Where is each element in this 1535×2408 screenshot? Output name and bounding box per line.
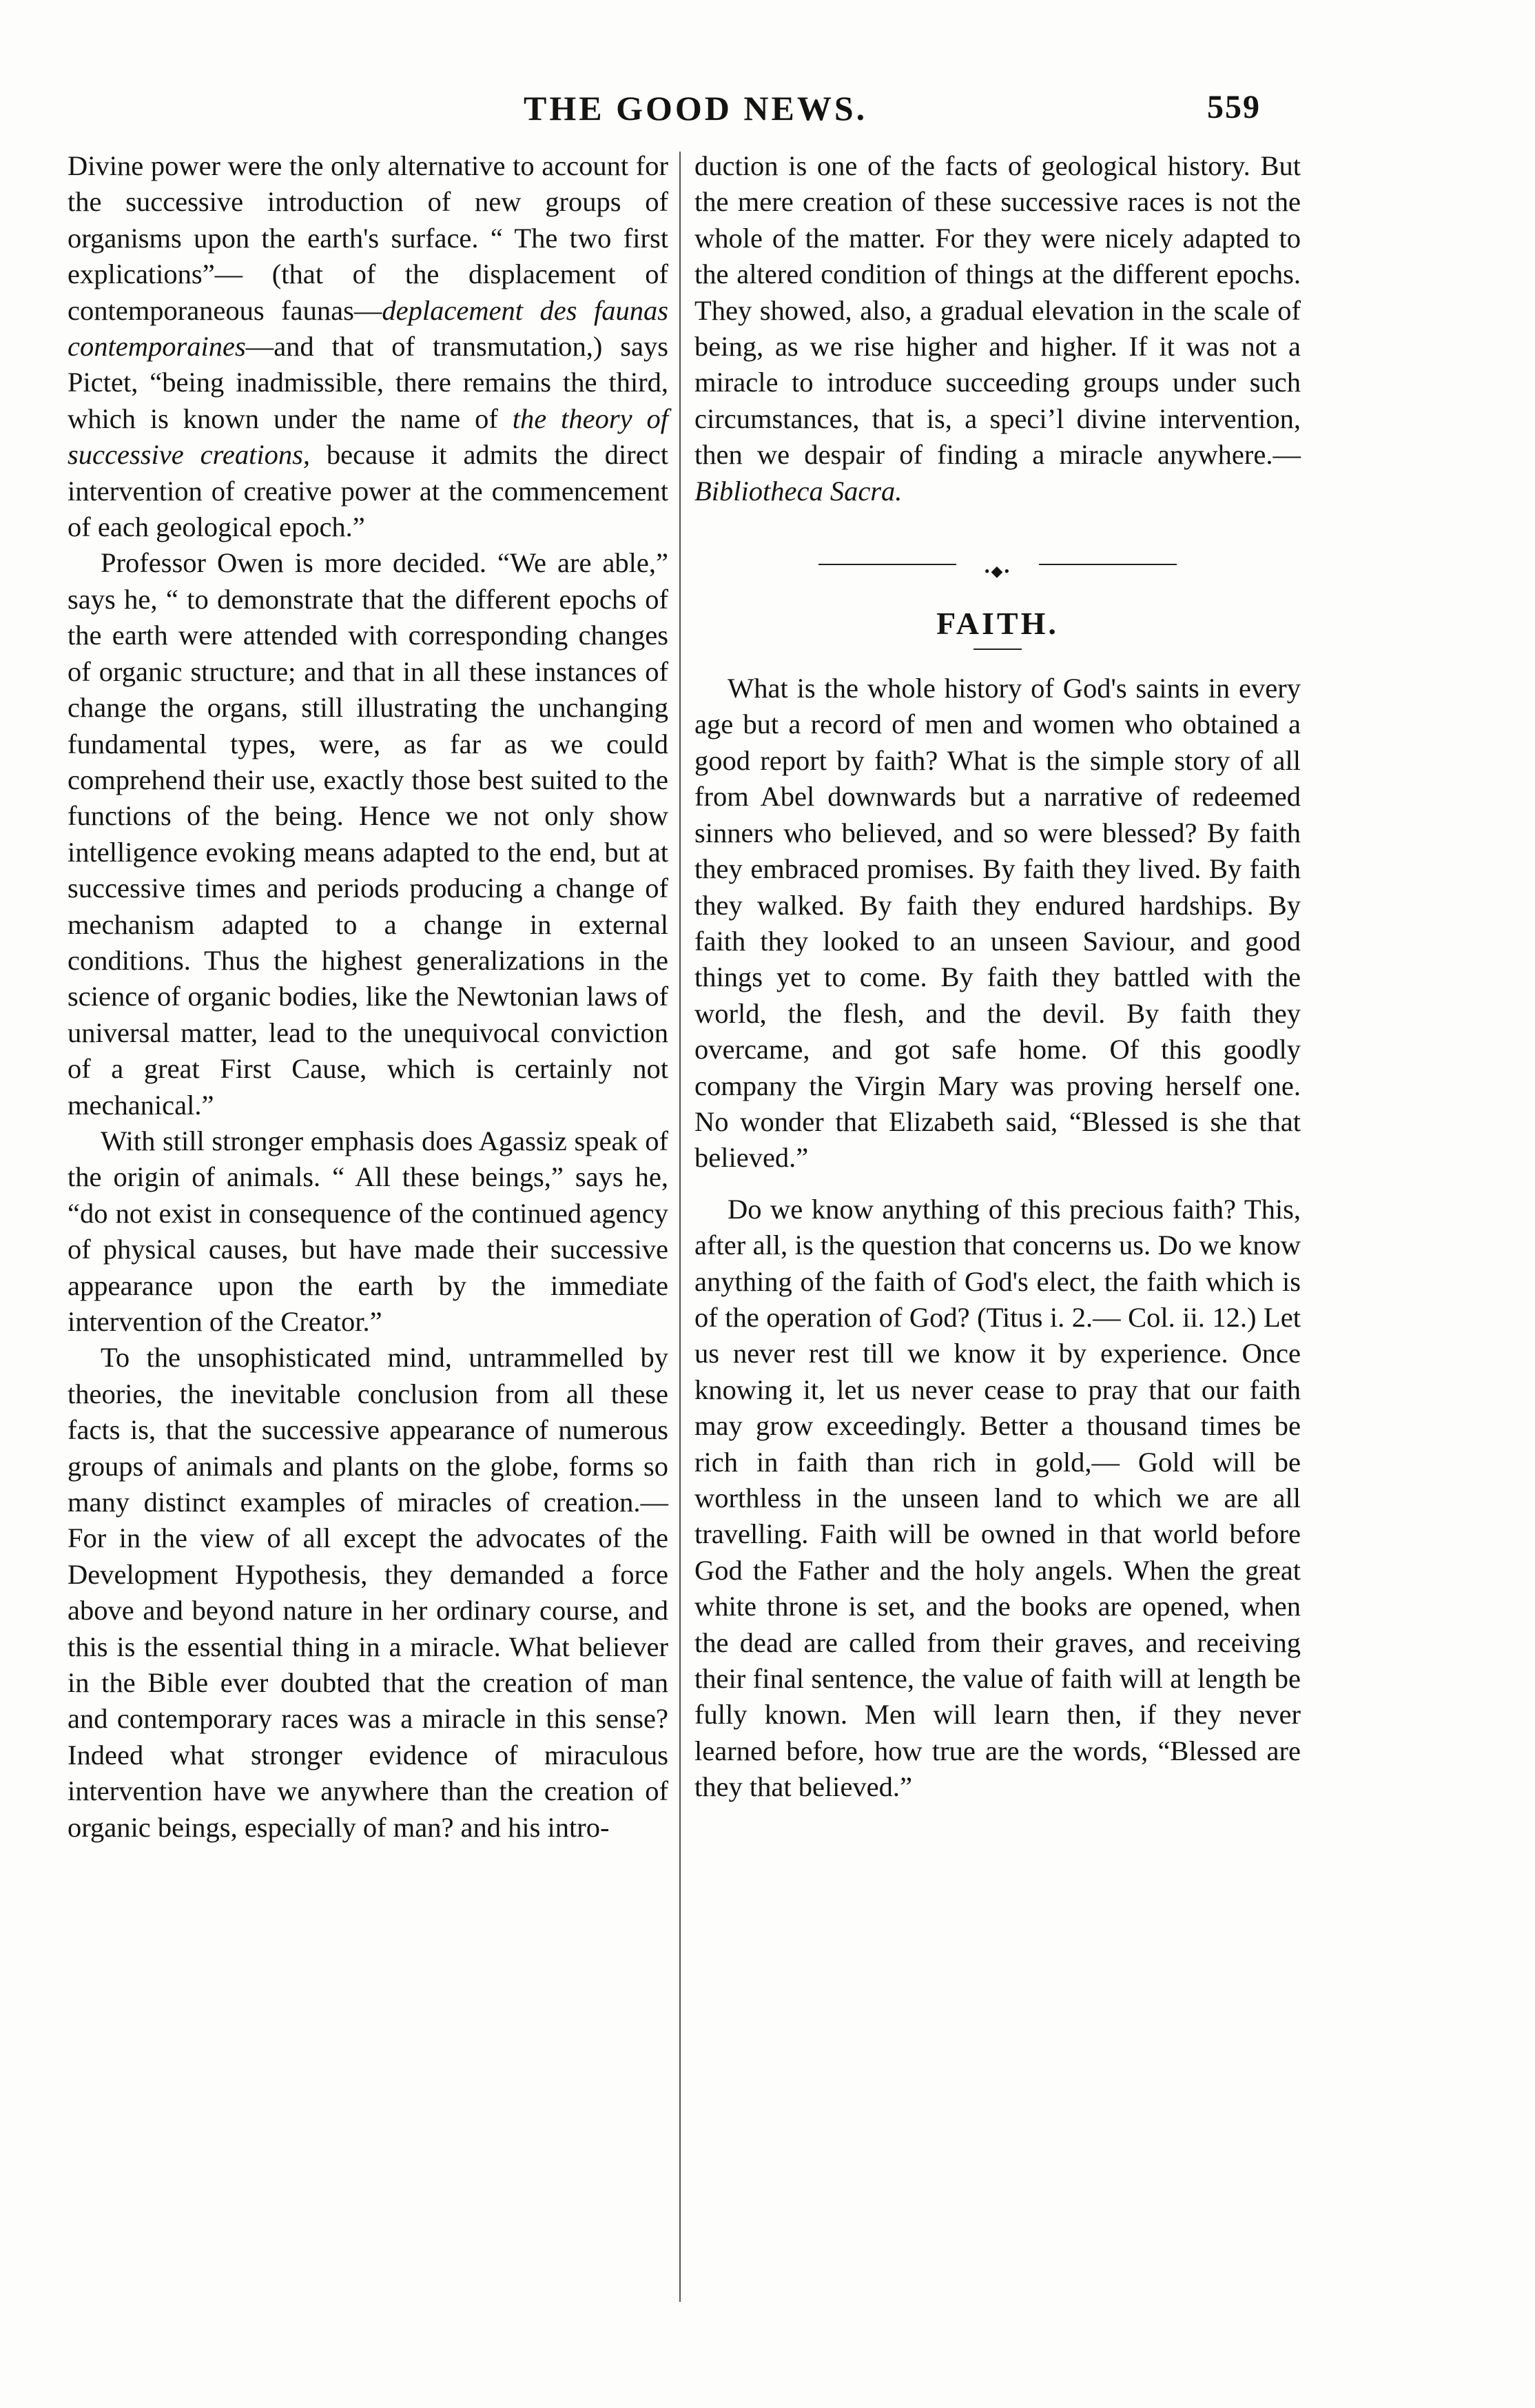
right-column: [694, 148, 1301, 1806]
ornament-line-right: [1039, 564, 1177, 565]
ornament-glyph: •◆•: [984, 562, 1011, 580]
left-p1-text-c: because it admits the direct intervention of creative power at the commencement of each geological epoch.”: [68, 439, 669, 543]
left-column: [68, 148, 668, 1846]
left-paragraph-4: To the unsophisticated mind, untrammelled by theories, the inevitable conclusion from all these facts is, that the successive appearance of numerous groups of animals and plants on the globe, forms so many distinct examples of miracles of creation.— For in the view of all except the advocates of the Development Hypothesis, they demanded a force above and beyond nature in her ordinary course, and this is the essential thing in a miracle. What believer in the Bible ever doubted that the creation of man and contemporary races was a miracle in this sense? Indeed what stronger evidence of miraculous intervention have we anywhere than the creation of organic beings, especially of man? and his intro-: [68, 1342, 668, 1843]
source-citation: Bibliotheca Sacra.: [694, 475, 903, 507]
left-p1-italic-1: deplacement des faunas contemporaines: [68, 294, 669, 363]
right-paragraph-2: What is the whole history of God's saints in every age but a record of men and women who obtained a good report by faith? What is the simple story of all from Abel downwards but a narrative of redeemed sinners who believed, and so were blessed? By faith they embraced promises. By faith they lived. By faith they walked. By faith they endured hardships. By faith they looked to an unseen Saviour, and good things yet to come. By faith they battled with the world, the flesh, and the devil. By faith they overcame, and got safe home. Of this goodly company the Virgin Mary was proving herself one. No wonder that Elizabeth said, “Blessed is she that believed.”: [694, 673, 1301, 1174]
column-divider: [679, 152, 681, 2302]
right-paragraph-3: Do we know anything of this precious faith? This, after all, is the question that concerns us. Do we know anything of the faith of God's elect, the faith which is of the operation of God? (Titus i. 2.— Col. ii. 12.) Let us never rest till we know it by experience. Once knowing it, let us never cease to pray that our faith may grow exceedingly. Better a thousand times be rich in faith than rich in gold,— Gold will be worthless in the unseen land to which we are all travelling. Faith will be owned in that world before God the Father and the holy angels. When the great white throne is set, and the books are opened, when the dead are called from their graves, and receiving their final sentence, the value of faith will at length be fully known. Men will learn then, if they never learned before, how true are the words, “Blessed are they that believed.”: [694, 1193, 1301, 1803]
title-underline: [973, 649, 1022, 650]
left-paragraph-1: [68, 148, 668, 545]
right-p1-text: duction is one of the facts of geological history. But the mere creation of these successive races is not the whole of the matter. For they were nicely adapted to the altered condition of things at the different epochs. They showed, also, a gradual elevation in the scale of being, as we rise higher and higher. If it was not a miracle to introduce succeeding groups under such circumstances, that is, a speci’l divine intervention, then we despair of finding a miracle anywhere.—: [694, 150, 1301, 471]
section-title-faith: FAITH.: [936, 606, 1059, 642]
left-paragraph-2: Professor Owen is more decided. “We are able,” says he, “ to demonstrate that the different epochs of the earth were attended with corresponding changes of organic structure; and that in all these instances of change the organs, still illustrating the unchanging fundamental types, were, as far as we could comprehend their use, exactly those best suited to the functions of the being. Hence we not only show intelligence evoking means adapted to the end, but at successive times and periods producing a change of mechanism adapted to a change in external conditions. Thus the highest generalizations in the science of organic bodies, like the Newtonian laws of universal matter, lead to the unequivocal conviction of a great First Cause, which is certainly not mechanical.”: [68, 547, 668, 1121]
running-title: THE GOOD NEWS.: [524, 89, 868, 127]
left-paragraph-3: With still stronger emphasis does Agassiz speak of the origin of animals. “ All these beings,” says he, “do not exist in consequence of the continued agency of physical causes, but have made their successive appearance upon the earth by the immediate intervention of the Creator.”: [68, 1125, 668, 1337]
left-p1-text-b: —and that of transmutation,) says Pictet, “being inadmissible, there remains the third, which is known under the name of: [68, 331, 668, 434]
page-number: 559: [1207, 89, 1261, 125]
right-paragraph-1: [694, 148, 1301, 509]
left-p1-text: Divine power were the only alternative to account for the successive introduction of new groups of organisms upon the earth's surface. “ The two first explications”— (that of the displacement of contemporaneous faunas—: [68, 150, 668, 326]
left-p1-italic-2: the theory of successive creations,: [68, 402, 668, 471]
paragraph-gap: [694, 1176, 1301, 1192]
page-header: [69, 88, 1261, 136]
section-ornament-rule: [818, 558, 1177, 580]
